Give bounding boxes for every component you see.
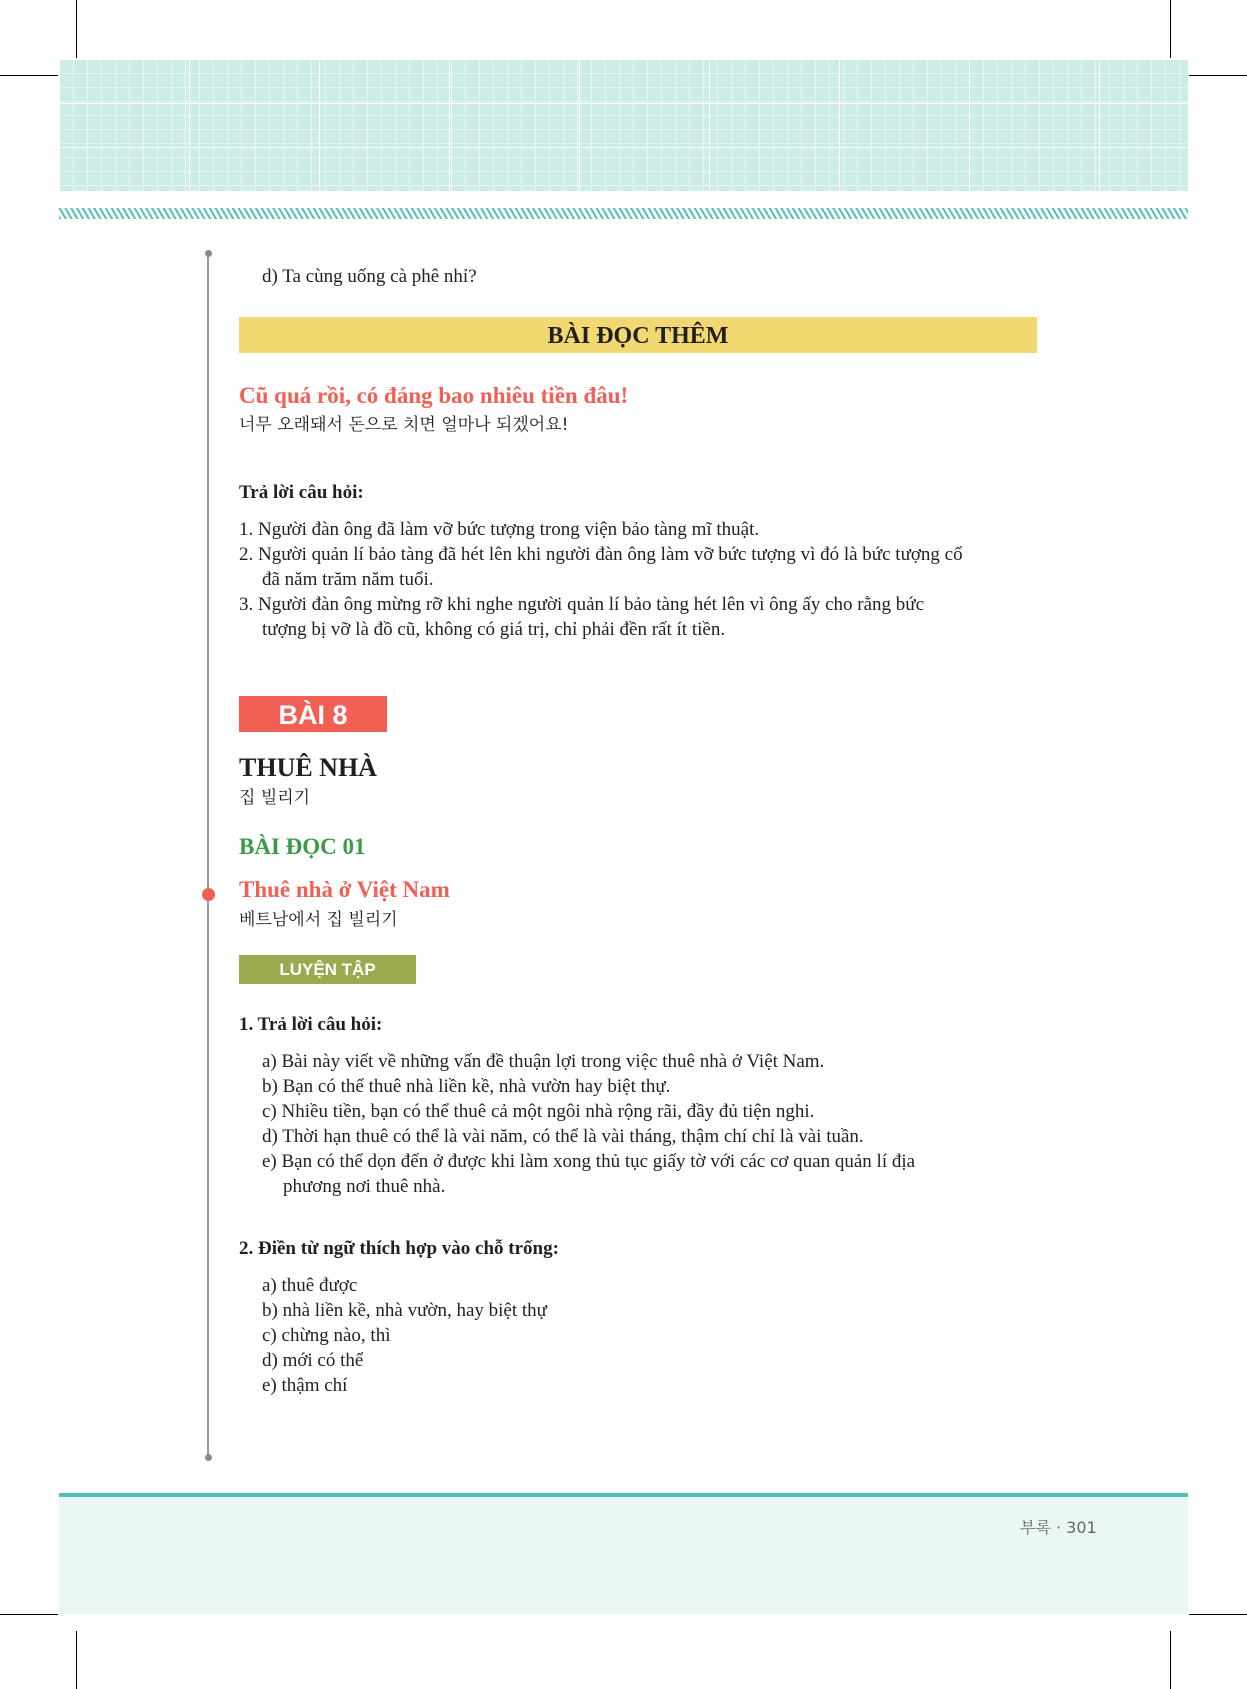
list-item: d) Ta cùng uống cà phê nhỉ? bbox=[262, 266, 477, 287]
page-footer bbox=[59, 1493, 1188, 1614]
answer-item: e) thậm chí bbox=[262, 1375, 348, 1396]
answer-item: b) Bạn có thể thuê nhà liền kề, nhà vườn hay biệt thự. bbox=[262, 1076, 671, 1097]
answer-item: c) chừng nào, thì bbox=[262, 1325, 391, 1346]
answer-item-continuation: đã năm trăm năm tuổi. bbox=[262, 569, 434, 590]
crop-mark bbox=[0, 75, 58, 76]
answer-item: d) Thời hạn thuê có thể là vài năm, có thể là vài tháng, thậm chí chỉ là vài tuần. bbox=[262, 1126, 864, 1147]
answer-item: 1. Người đàn ông đã làm vỡ bức tượng trong viện bảo tàng mĩ thuật. bbox=[239, 519, 760, 540]
lesson-title: THUÊ NHÀ bbox=[239, 753, 377, 782]
question-heading: Trả lời câu hỏi: bbox=[239, 482, 364, 503]
answer-item: d) mới có thể bbox=[262, 1350, 364, 1371]
header-grid-band bbox=[59, 59, 1188, 191]
answer-item: 3. Người đàn ông mừng rỡ khi nghe người quản lí bảo tàng hét lên vì ông ấy cho rằng bức bbox=[239, 594, 925, 615]
header-hatch-stripe bbox=[59, 208, 1188, 219]
margin-line-top-dot bbox=[205, 250, 212, 257]
margin-line bbox=[207, 254, 209, 1457]
crop-mark bbox=[1170, 0, 1171, 58]
answer-item: e) Bạn có thể dọn đến ở được khi làm xong thủ tục giấy tờ với các cơ quan quản lí địa bbox=[262, 1151, 916, 1172]
crop-mark bbox=[76, 1631, 77, 1689]
practice-label: LUYỆN TẬP bbox=[239, 955, 416, 984]
margin-marker-dot bbox=[202, 888, 215, 901]
lesson-title-korean: 집 빌리기 bbox=[239, 788, 311, 808]
page-number: 부록 · 301 bbox=[1020, 1518, 1097, 1537]
reading-title-korean: 베트남에서 집 빌리기 bbox=[239, 910, 398, 930]
answer-item-continuation: tượng bị vỡ là đồ cũ, không có giá trị, chỉ phải đền rất ít tiền. bbox=[262, 619, 726, 640]
crop-mark bbox=[0, 1614, 58, 1615]
section-banner: BÀI ĐỌC THÊM bbox=[239, 317, 1037, 353]
crop-mark bbox=[76, 0, 77, 58]
question-heading: 1. Trả lời câu hỏi: bbox=[239, 1014, 383, 1035]
reading-title-korean: 너무 오래돼서 돈으로 치면 얼마나 되겠어요! bbox=[239, 415, 569, 435]
reading-label: BÀI ĐỌC 01 bbox=[239, 834, 366, 859]
crop-mark bbox=[1170, 1631, 1171, 1689]
crop-mark bbox=[1189, 75, 1247, 76]
answer-item: a) Bài này viết về những vấn đề thuận lợi trong việc thuê nhà ở Việt Nam. bbox=[262, 1051, 825, 1072]
reading-title: Thuê nhà ở Việt Nam bbox=[239, 877, 450, 902]
crop-mark bbox=[1189, 1614, 1247, 1615]
answer-item: a) thuê được bbox=[262, 1275, 358, 1296]
margin-line-bottom-dot bbox=[205, 1454, 212, 1461]
answer-item: 2. Người quản lí bảo tàng đã hét lên khi người đàn ông làm vỡ bức tượng vì đó là bức tượng cổ bbox=[239, 544, 963, 565]
question-heading: 2. Điền từ ngữ thích hợp vào chỗ trống: bbox=[239, 1238, 559, 1259]
reading-title: Cũ quá rồi, có đáng bao nhiêu tiền đâu! bbox=[239, 383, 629, 408]
answer-item: c) Nhiều tiền, bạn có thể thuê cả một ngôi nhà rộng rãi, đầy đủ tiện nghi. bbox=[262, 1101, 815, 1122]
answer-item-continuation: phương nơi thuê nhà. bbox=[283, 1176, 446, 1197]
answer-item: b) nhà liền kề, nhà vườn, hay biệt thự bbox=[262, 1300, 547, 1321]
lesson-badge: BÀI 8 bbox=[239, 696, 387, 732]
